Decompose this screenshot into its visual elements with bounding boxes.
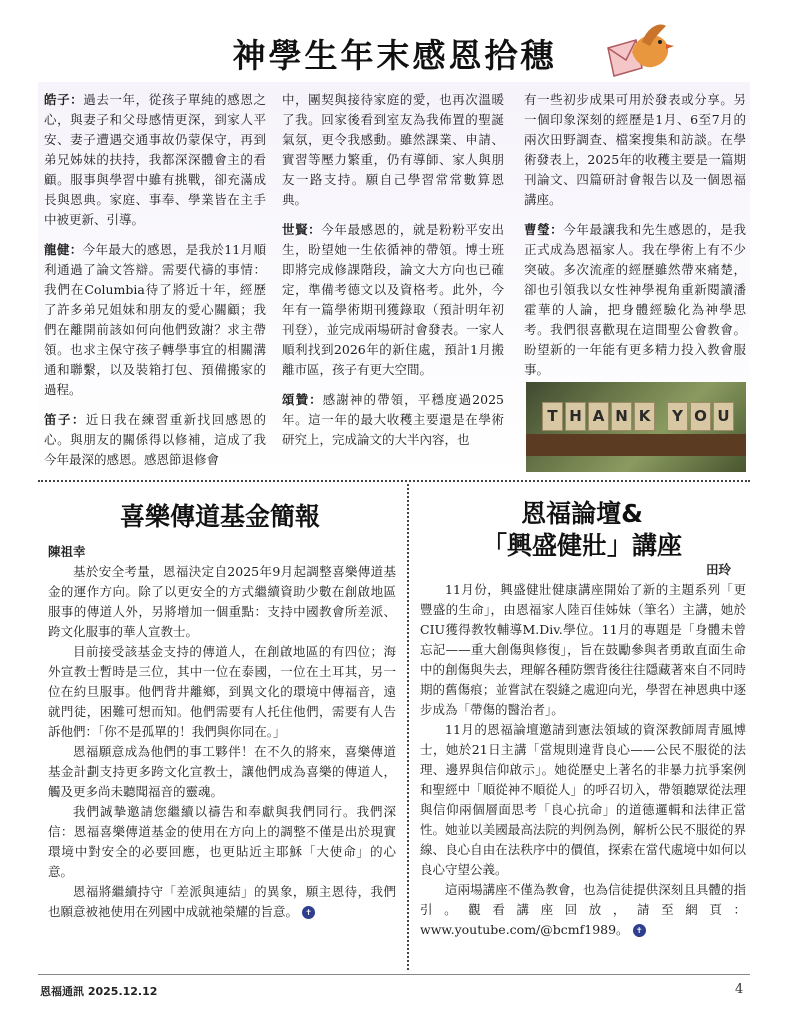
testimony-column-2 [282, 90, 504, 460]
section-divider-horizontal [38, 480, 750, 482]
bird-envelope-icon [602, 18, 678, 84]
fund-section-title: 喜樂傳道基金簡報 [119, 502, 320, 531]
testimony-text: 過去一年，從孩子單純的感恩之心，與妻子和父母感情更深，到家人平安、妻子遭遇交通事故仍蒙保守，再到弟兄姊妹的扶持，我都深深體會主的看顧。服事與學習中雖有挑戰，卻充滿成長與恩典。家庭、事奉、學業皆在主手中被更新、引導。 [44, 92, 266, 227]
letter-tiles [542, 402, 734, 431]
letter-tile: T [542, 402, 563, 431]
testimony-text: 近日我在練習重新找回感恩的心。與朋友的關係得以修補，這成了我今年最深的感恩。感恩節退修會 [44, 412, 266, 467]
testimony-continuation: 有一些初步成果可用於發表或分享。另一個印象深刻的經歷是1月、6至7月的兩次田野調查、檔案搜集和訪談。在學術發表上，2025年的收穫主要是一篇期刊論文、四篇研討會報告以及一個恩福講座。 [524, 92, 746, 207]
testimony-item [282, 390, 504, 450]
testimony-name: 曹瑩： [524, 222, 564, 237]
letter-tile: K [634, 402, 655, 431]
forum-section-title-line2: 「興盛健壯」講座 [481, 531, 682, 560]
end-logo-icon: ✝ [302, 906, 315, 919]
testimony-text: 感謝神的帶領，平穩度過2025年。這一年的最大收穫主要還是在學術研究上，完成論文的大半內容，也 [282, 392, 504, 447]
fund-paragraph: 基於安全考量，恩福決定自2025年9月起調整喜樂傳道基金的運作方向。除了以更安全的方式繼續資助少數在創啟地區服事的傳道人外，另將增加一個重點：支持中國教會所差派、跨文化服事的華人宣教士。 [48, 564, 396, 639]
forum-section-title-line1: 恩福論壇& [521, 499, 643, 528]
fund-paragraph: 恩福將繼續持守「差派與連結」的異象，願主恩待，我們也願意被祂使用在列國中成就祂榮耀的旨意。 [48, 884, 396, 919]
testimony-name: 頌贊： [282, 392, 323, 407]
letter-gap [657, 402, 665, 429]
letter-tile: H [565, 402, 586, 431]
testimony-name: 龍健： [44, 242, 83, 257]
wooden-plank [526, 434, 746, 456]
fund-paragraph: 恩福願意成為他們的事工夥伴！在不久的將來，喜樂傳道基金計劃支持更多跨文化宣教士，讓他們成為喜樂的傳道人，觸及更多尚未聽聞福音的靈魂。 [48, 744, 396, 799]
fund-paragraph: 我們誠摯邀請您繼續以禱告和奉獻與我們同行。我們深信：恩福喜樂傳道基金的使用在方向上的調整不僅是出於現實環境中對安全的必要回應，也更貼近主耶穌「大使命」的心意。 [48, 804, 396, 879]
fund-paragraph: 目前接受該基金支持的傳道人，在創啟地區的有四位；海外宣教士暫時是三位，其中一位在泰國，一位在土耳其，另一位在約旦服事。他們背井離鄉，到異文化的環境中傳福音，遠就門徒，困難可想而知。他們需要有人托住他們，需要有人告訴他們：「你不是孤單的！我們與你同在。」 [48, 644, 396, 739]
letter-tile: O [690, 402, 711, 431]
testimony-item [44, 240, 266, 400]
letter-tile: A [588, 402, 609, 431]
fund-author: 陳祖幸 [48, 544, 86, 559]
end-logo-icon: ✝ [633, 924, 646, 937]
forum-paragraph: 這兩場講座不僅為教會，也為信徒提供深刻且具體的指引。觀看講座回放，請至網頁：www.youtube.com/@bcmf1989。 [420, 882, 746, 937]
testimony-column-1 [44, 90, 266, 480]
testimony-name: 笛子： [44, 412, 86, 427]
fund-article [48, 562, 396, 922]
testimony-item [44, 90, 266, 230]
testimony-text: 今年最感恩的，就是粉粉平安出生，盼望她一生依循神的帶領。博士班即將完成修課階段，論文大方向也已確定，準備考德文以及資格考。此外，今年有一篇學術期刊獲錄取（預計明年初刊登），並完成兩場研討會發表。一家人順利找到2026年的新住處，預計1月搬離市區，孩子有更大空間。 [282, 222, 504, 377]
testimony-continuation: 中，團契與接待家庭的愛，也再次溫暖了我。回家後看到室友為我佈置的聖誕氣氛，更令我感動。雖然課業、申請、實習等壓力繁重，仍有導師、家人與朋友一路支持。願自己學習常常數算恩典。 [282, 92, 504, 207]
forum-paragraph: 11月份，興盛健壯健康講座開始了新的主題系列「更豐盛的生命」，由恩福家人陸百佳姊妹（筆名）主講，她於CIU獲得教牧輔導M.Div.學位。11月的專題是「身體未曾忘記——重大創傷與修復」，旨在鼓勵參與者勇敢直面生命中的創傷與失去，理解各種防禦背後往往隱藏著來自不同時期的舊傷痕；並嘗試在裂縫之處迎向光，學習在神恩典中逐步成為「帶傷的醫治者」。 [420, 582, 746, 717]
testimony-item [282, 220, 504, 380]
page-title: 神學生年末感恩拾穗 [232, 36, 557, 75]
forum-paragraph: 11月的恩福論壇邀請到憲法領域的資深教師周青風博士，她於21日主講「當規則違背良心——公民不服從的法理、邊界與信仰啟示」。她從歷史上著名的非暴力抗爭案例和聖經中「順從神不順從人」的呼召切入，帶領聽眾從法理與信仰兩個層面思考「良心抗命」的道德邏輯和法律正當性。她並以美國最高法院的判例為例，解析公民不服從的界線、良心自由在法秩序中的價值，探索在當代處境中如何以良心守望公義。 [420, 722, 746, 877]
letter-tile: N [611, 402, 632, 431]
letter-tile: Y [667, 402, 688, 431]
testimony-name: 皓子： [44, 92, 84, 107]
testimony-item [524, 220, 746, 380]
fund-paragraph-last [48, 882, 396, 922]
page-number: 4 [735, 982, 744, 997]
testimony-column-3 [524, 90, 746, 390]
testimony-name: 世賢： [282, 222, 322, 237]
testimony-text: 今年最讓我和先生感恩的，是我正式成為恩福家人。我在學術上有不少突破。多次流產的經歷雖然帶來痛楚，卻也引領我以女性神學視角重新閱讀潘霍華的人論，把身體經驗化為神學思考。我們很喜歡現在這間聖公會教會。盼望新的一年能有更多精力投入教會服事。 [524, 222, 746, 377]
footer-publication: 恩福通訊 2025.12.12 [40, 985, 158, 998]
forum-article [420, 580, 746, 940]
forum-paragraph-last [420, 880, 746, 940]
section-divider-vertical [407, 484, 409, 970]
forum-author: 田玲 [706, 562, 732, 577]
testimony-item [44, 410, 266, 470]
testimony-text: 今年最大的感恩，是我於11月順利通過了論文答辯。需要代禱的事情：我們在Columbia待了將近十年，經歷了許多弟兄姐妹和朋友的愛心關顧；我們在離開前該如何向他們致謝？求主帶領。也求主保守孩子轉學事宜的相關溝通和聯繫，以及裝箱打包、預備搬家的過程。 [44, 242, 266, 397]
letter-tile: U [713, 402, 734, 431]
thank-you-photo [526, 382, 746, 472]
footer-rule [38, 974, 750, 975]
